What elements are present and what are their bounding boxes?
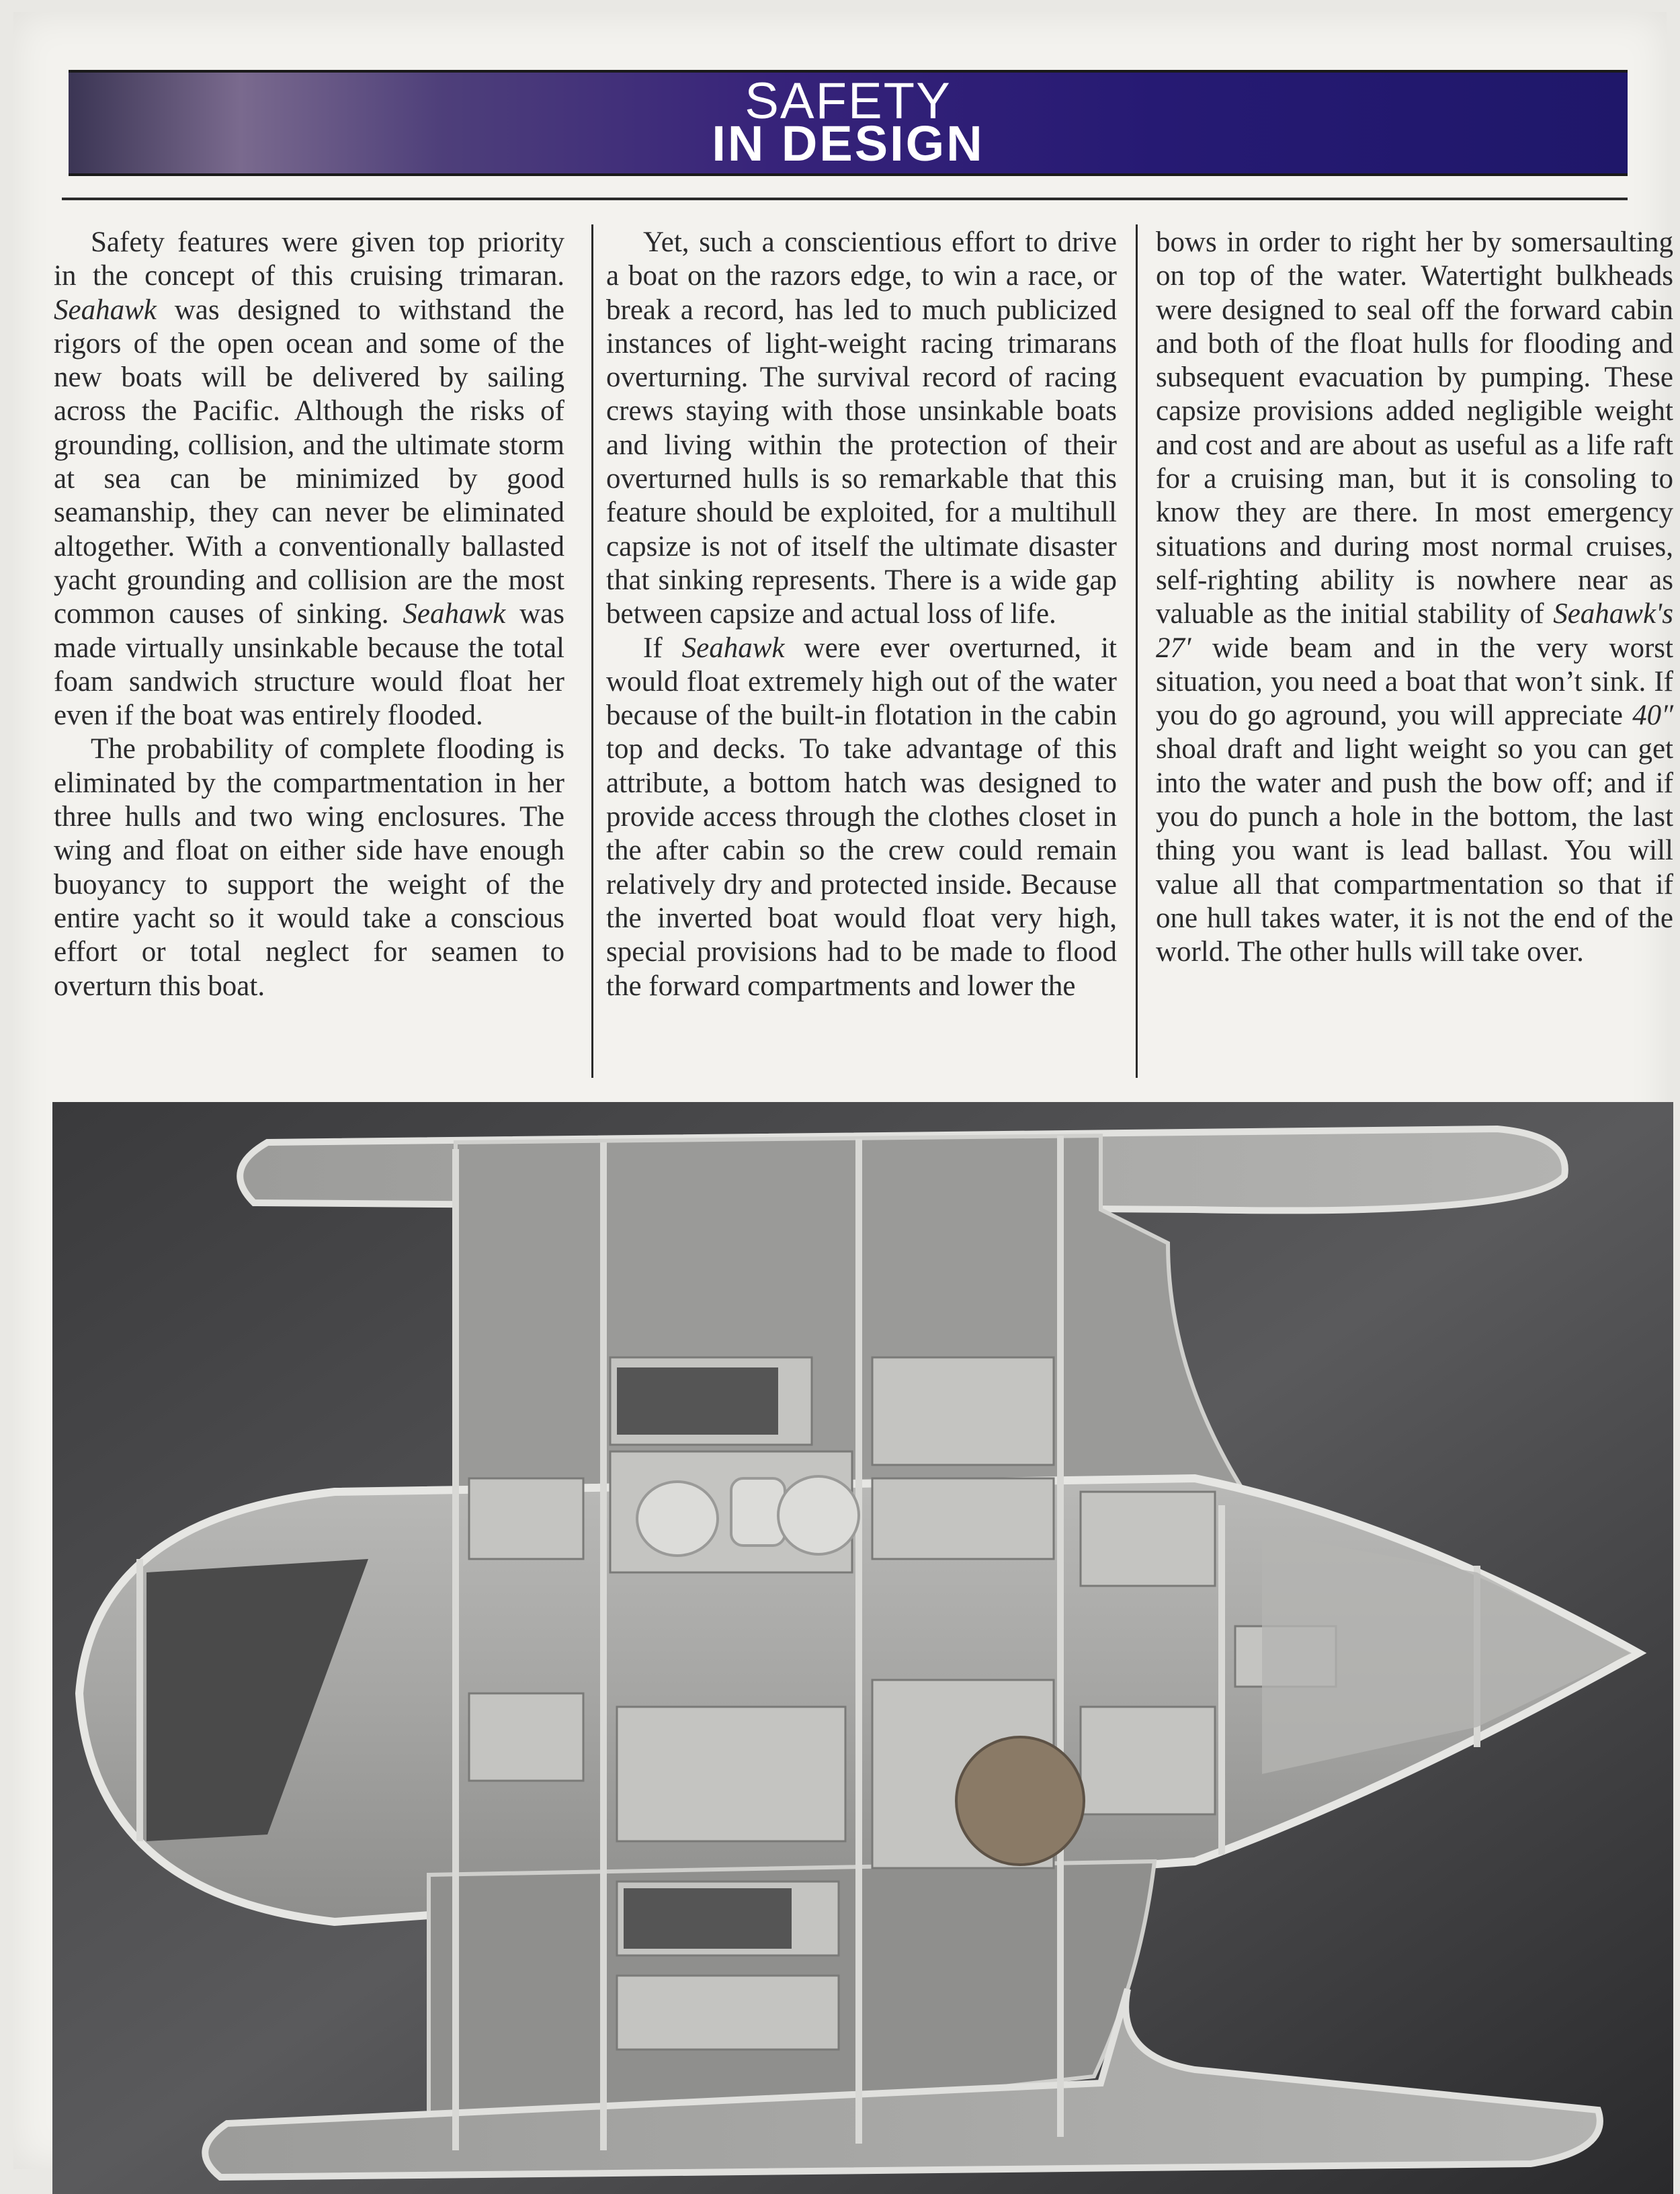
header-rule <box>62 198 1628 200</box>
round-table <box>956 1737 1084 1865</box>
paragraph: The probability of complete flooding is eliminated by the compartmentation in her three hulls and two wing enclosures. The wing and float on either side have enough buoyancy to support the weight of the entire yacht so it would take a conscious effort or total neglect for seamen to overturn this boat. <box>54 733 564 1002</box>
paragraph: Safety features were given top priority in the concept of this cruising trimaran. Seahawk was designed to withstand the rigors of the open ocean and some of the new boats will be delivered by sailing across the Pacific. Although the risks of grounding, collision, and the ultimate storm at sea can be minimized by good seamanship, they can never be eliminated altogether. With a conventionally ballasted yacht grounding and collision are the most common causes of sinking. Seahawk was made virtually unsinkable because the total foam sandwich structure would float her even if the boat was entirely flooded. <box>54 226 564 732</box>
article-column-3 <box>1156 226 1673 970</box>
banner-title-in-design: IN DESIGN <box>712 116 984 171</box>
article-column-2 <box>606 226 1117 1003</box>
galley-sinks <box>637 1476 859 1556</box>
banner-title-safety: SAFETY <box>745 73 952 130</box>
article-body <box>54 226 1673 1099</box>
paragraph: Yet, such a conscientious effort to drive a boat on the razors edge, to win a race, or break a record, has led to much publicized instances of light-weight racing trimarans overturning. The survival record of racing crews staying with those unsinkable boats and living within the protection of their overturned hulls is so remarkable that this feature should be exploited, for a multihull capsize is not of itself the ultimate disaster that sinking represents. There is a wide gap between capsize and actual loss of life. <box>606 226 1117 630</box>
magazine-page <box>13 12 1673 2169</box>
article-column-1 <box>54 226 564 1003</box>
section-banner <box>69 70 1628 176</box>
paragraph: bows in order to right her by somersaulting on top of the water. Watertight bulkheads were designed to seal off the forward cabin and both of the float hulls for flooding and subsequent evacuation by pumping. These capsize provisions added negligible weight and cost and are about as useful as a life raft for a cruising man, but it is consoling to know they are there. In most emergency situations and during most normal cruises, self-righting ability is nowhere near as valuable as the initial stability of Seahawk's 27′ wide beam and in the very worst situation, you need a boat that won’t sink. If you do go aground, you will appreciate 40″ shoal draft and light weight so you can get into the water and push the bow off; and if you do punch a hole in the bottom, the last thing you want is lead ballast. You will value all that compartmentation so that if one hull takes water, it is not the end of the world. The other hulls will take over. <box>1156 226 1673 968</box>
settee-cushion-upper <box>617 1367 778 1435</box>
trimaran-cutaway-illustration <box>52 1102 1673 2194</box>
paragraph: If Seahawk were ever overturned, it would float extremely high out of the water because of the built-in flotation in the cabin top and decks. To take advantage of this attribute, a bottom hatch was designed to provide access through the clothes closet in the after cabin so the crew could remain relatively dry and protected inside. Because the inverted boat would float very high, special provisions had to be made to flood the forward compartments and lower the <box>606 632 1117 1002</box>
settee-cushion-lower <box>624 1888 792 1949</box>
trimaran-model-photo <box>52 1102 1673 2194</box>
